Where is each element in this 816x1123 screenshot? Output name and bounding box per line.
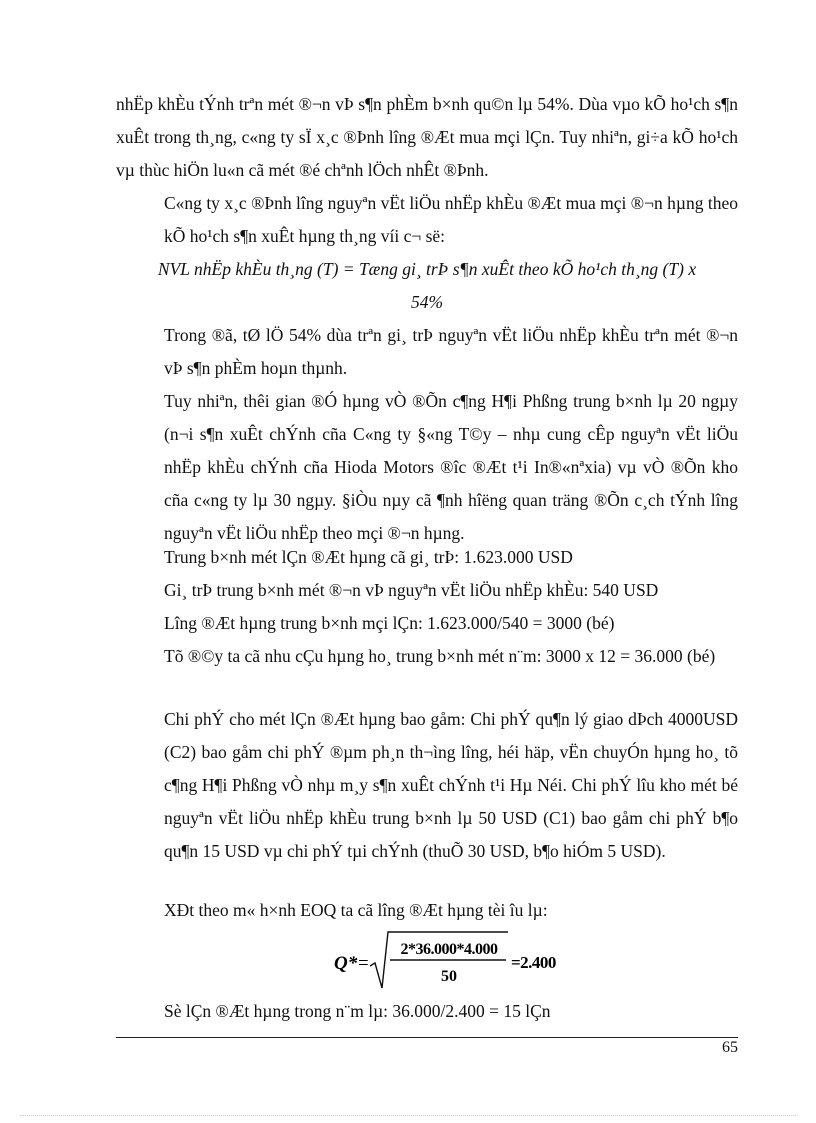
- paragraph-company-basis: C«ng ty x¸c ®Þnh lîng nguyªn vËt liÖu nhËp khÈu ®Æt mua mçi ®¬n hµng theo kÕ ho¹ch s¶n xuÊt hµng th¸ng víi c¬ së:: [164, 193, 738, 246]
- line-unit-value: Gi¸ trÞ trung b×nh mét ®¬n vÞ nguyªn vËt liÖu nhËp khÈu: 540 USD: [164, 580, 659, 600]
- equation-denominator: 50: [441, 968, 457, 985]
- paragraph-import-ratio: nhËp khÈu tÝnh trªn mét ®¬n vÞ s¶n phÈm b×nh qu©n lµ 54%. Dùa vµo kÕ ho¹ch s¶n xuÊt trong th¸ng, c«ng ty sÏ x¸c ®Þnh lîng ®Æt mua mçi lÇn. Tuy nhiªn, gi÷a kÕ ho¹ch vµ thùc hiÖn lu«n cã mét ®é chªnh lÖch nhÊt ®Þnh.: [116, 94, 738, 180]
- formula-line-1: NVL nhËp khÈu th¸ng (T) = Tæng gi¸ trÞ s¶n xuÊt theo kÕ ho¹ch th¸ng (T) x: [157, 259, 697, 279]
- paragraph-annual-demand: Tõ ®©y ta cã nhu cÇu hµng ho¸ trung b×nh mét n¨m: 3000 x 12 = 36.000 (bé): [164, 646, 716, 666]
- line-order-count: Sè lÇn ®Æt hµng trong n¨m lµ: 36.000/2.400 = 15 lÇn: [164, 1001, 551, 1021]
- line-order-quantity: Lîng ®Æt hµng trung b×nh mçi lÇn: 1.623.000/540 = 3000 (bé): [164, 613, 615, 633]
- equation-equals: =: [358, 953, 369, 974]
- line-average-order-value: Trung b×nh mét lÇn ®Æt hµng cã gi¸ trÞ: 1.623.000 USD: [164, 547, 573, 567]
- equation-result: =2.400: [511, 953, 556, 972]
- line-eoq-intro: XÐt theo m« h×nh EOQ ta cã lîng ®Æt hµng tèi îu lµ:: [164, 900, 548, 920]
- paragraph-ratio-explanation: Trong ®ã, tØ lÖ 54% dùa trªn gi¸ trÞ nguyªn vËt liÖu nhËp khÈu trªn mét ®¬n vÞ s¶n phÈm hoµn thµnh.: [164, 325, 738, 378]
- equation-numerator: 2*36.000*4.000: [400, 941, 498, 958]
- paragraph-delivery-time: Tuy nhiªn, thêi gian ®Ó hµng vÒ ®Õn c¶ng H¶i Phßng trung b×nh lµ 20 ngµy (n¬i s¶n xuÊt chÝnh cña C«ng ty §«ng T©y – nhµ cung cÊp nguyªn vËt liÖu nhËp khÈu chÝnh cña Hioda Motors ®îc ®Æt t¹i In®«nªxia) vµ vÒ ®Õn kho cña c«ng ty lµ 30 ngµy. §iÒu nµy cã ¶nh hîëng quan träng ®Õn c¸ch tÝnh lîng nguyªn vËt liÖu nhËp theo mçi ®¬n hµng.: [164, 391, 738, 543]
- paragraph-order-costs: Chi phÝ cho mét lÇn ®Æt hµng bao gåm: Chi phÝ qu¶n lý giao dÞch 4000USD (C2) bao gåm chi phÝ ®µm ph¸n th¬ìng lîng, héi häp, vËn chuyÓn hµng ho¸ tõ c¶ng H¶i Phßng vÒ nhµ m¸y s¶n xuÊt chÝnh t¹i Hµ Néi. Chi phÝ lîu kho mét bé nguyªn vËt liÖu nhËp khÈu trung b×nh lµ 50 USD (C1) bao gåm chi phÝ b¶o qu¶n 15 USD vµ chi phÝ tµi chÝnh (thuÕ 30 USD, b¶o hiÓm 5 USD).: [164, 709, 738, 861]
- footer-rule: [116, 1037, 738, 1038]
- equation-lhs: Q*: [334, 953, 358, 974]
- eoq-equation: [330, 926, 590, 996]
- formula-line-2: 54%: [410, 292, 444, 312]
- page-number: 65: [722, 1039, 738, 1056]
- page-bottom-border: [20, 1115, 796, 1116]
